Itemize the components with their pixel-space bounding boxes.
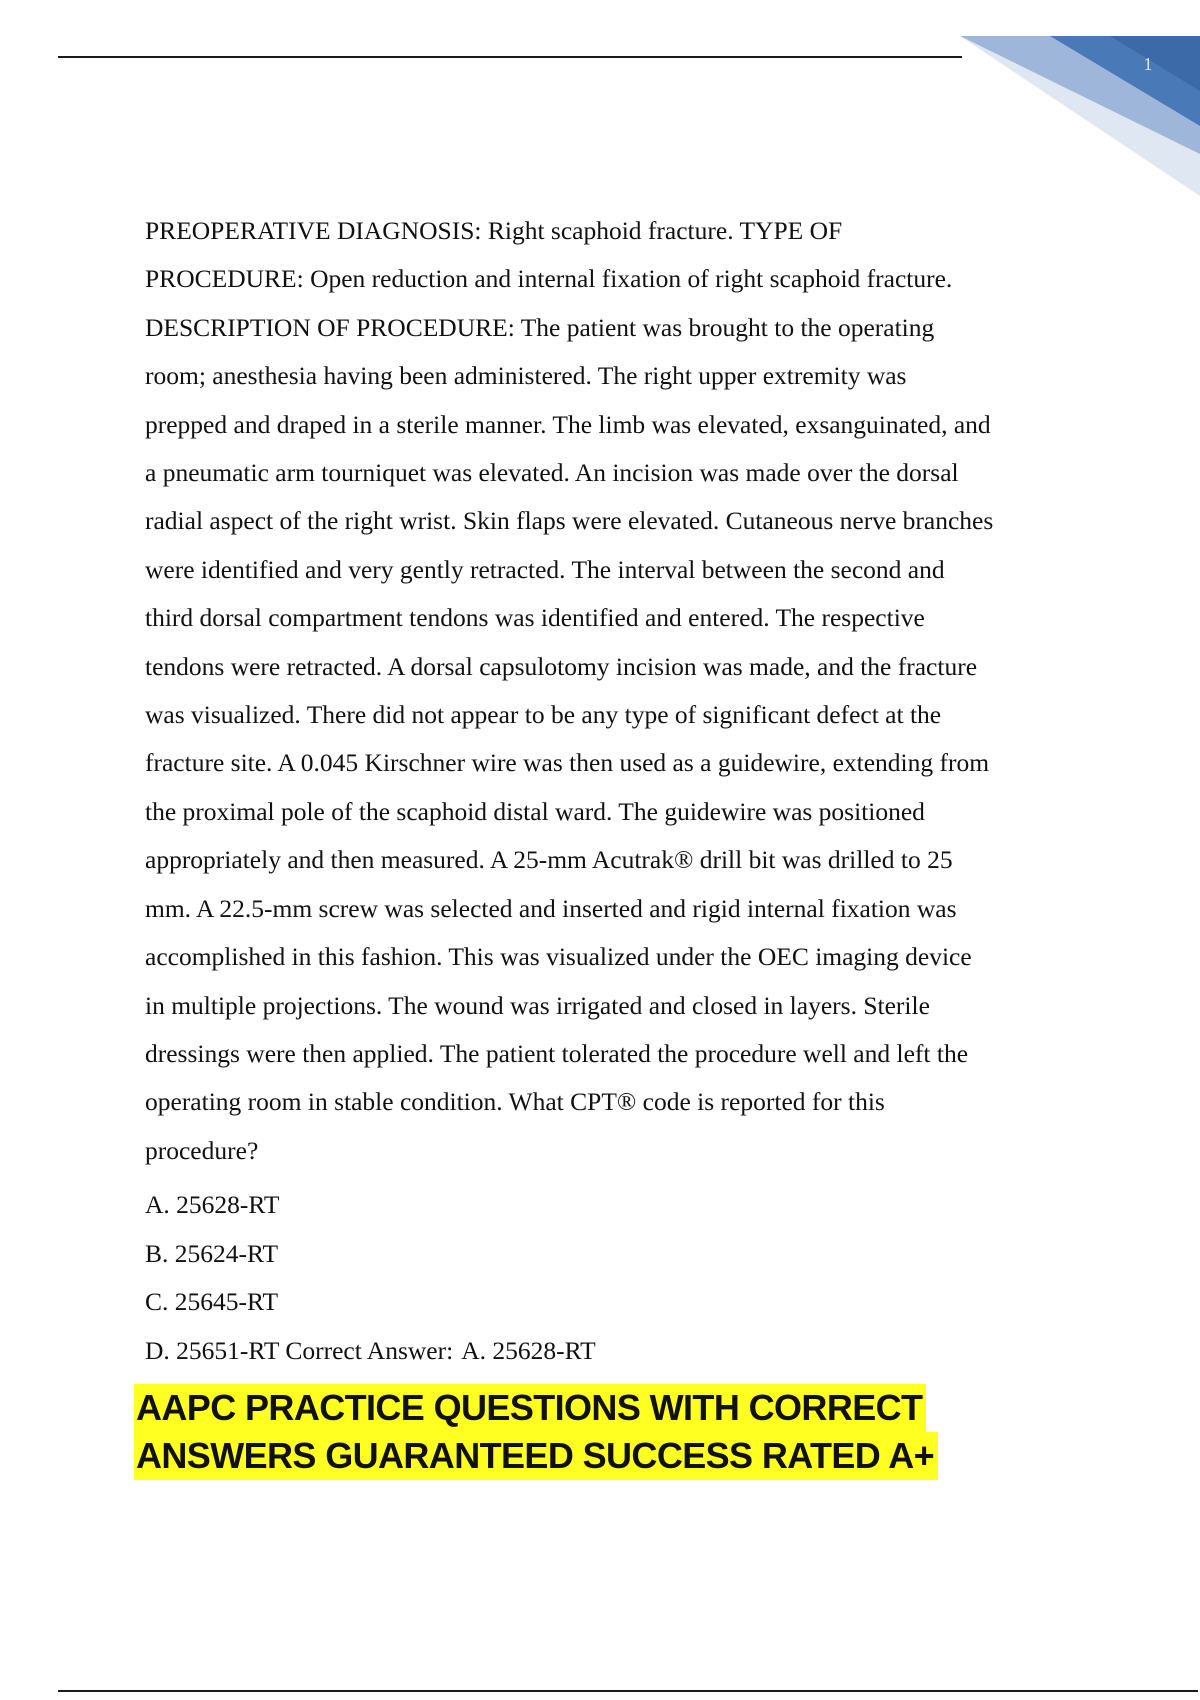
question-line: prepped and draped in a sterile manner. The limb was elevated, exsanguinated, and xyxy=(145,409,991,439)
option-a: A. 25628-RT xyxy=(145,1190,280,1219)
option-d-row xyxy=(145,1327,1085,1376)
promo-banner xyxy=(134,1384,1034,1480)
question-line: fracture site. A 0.045 Kirschner wire was then used as a guidewire, extending from xyxy=(145,748,990,778)
question-line: third dorsal compartment tendons was identified and entered. The respective xyxy=(145,603,925,633)
page-number: 1 xyxy=(1143,54,1153,74)
question-line: a pneumatic arm tourniquet was elevated. An incision was made over the dorsal xyxy=(145,458,959,488)
option-d: D. 25651-RT xyxy=(145,1335,279,1365)
question-line: the proximal pole of the scaphoid distal ward. The guidewire was positioned xyxy=(145,796,925,826)
banner-line-2: ANSWERS GUARANTEED SUCCESS RATED A+ xyxy=(134,1432,938,1480)
question-line: PROCEDURE: Open reduction and internal fixation of right scaphoid fracture. xyxy=(145,264,953,294)
correct-answer-label: Correct Answer: xyxy=(285,1335,454,1365)
question-line: DESCRIPTION OF PROCEDURE: The patient was brought to the operating xyxy=(145,312,935,342)
footer-rule xyxy=(58,1690,1198,1692)
header-rule xyxy=(58,56,962,58)
option-b: B. 25624-RT xyxy=(145,1238,279,1268)
page-corner-decoration xyxy=(960,36,1200,196)
question-line: mm. A 22.5-mm screw was selected and inserted and rigid internal fixation was xyxy=(145,893,957,923)
answer-options xyxy=(145,1181,1085,1375)
question-line: accomplished in this fashion. This was visualized under the OEC imaging device xyxy=(145,942,972,972)
option-c: C. 25645-RT xyxy=(145,1287,279,1317)
question-line: room; anesthesia having been administered. The right upper extremity was xyxy=(145,361,907,391)
question-line: procedure? xyxy=(145,1135,259,1165)
question-line: dressings were then applied. The patient tolerated the procedure well and left the xyxy=(145,1038,969,1068)
question-line: tendons were retracted. A dorsal capsulotomy incision was made, and the fracture xyxy=(145,651,978,681)
question-line: in multiple projections. The wound was irrigated and closed in layers. Sterile xyxy=(145,990,930,1020)
question-line: radial aspect of the right wrist. Skin flaps were elevated. Cutaneous nerve branches xyxy=(145,506,994,536)
question-line: operating room in stable condition. What CPT® code is reported for this xyxy=(145,1087,885,1117)
banner-line-1: AAPC PRACTICE QUESTIONS WITH CORRECT xyxy=(134,1384,926,1432)
question-line: was visualized. There did not appear to be any type of significant defect at the xyxy=(145,700,942,730)
correct-answer-value: A. 25628-RT xyxy=(461,1335,596,1365)
question-text xyxy=(145,207,1085,1175)
question-line: appropriately and then measured. A 25-mm Acutrak® drill bit was drilled to 25 xyxy=(145,845,953,875)
question-line: PREOPERATIVE DIAGNOSIS: Right scaphoid fracture. TYPE OF xyxy=(145,216,843,245)
question-line: were identified and very gently retracted. The interval between the second and xyxy=(145,554,945,584)
